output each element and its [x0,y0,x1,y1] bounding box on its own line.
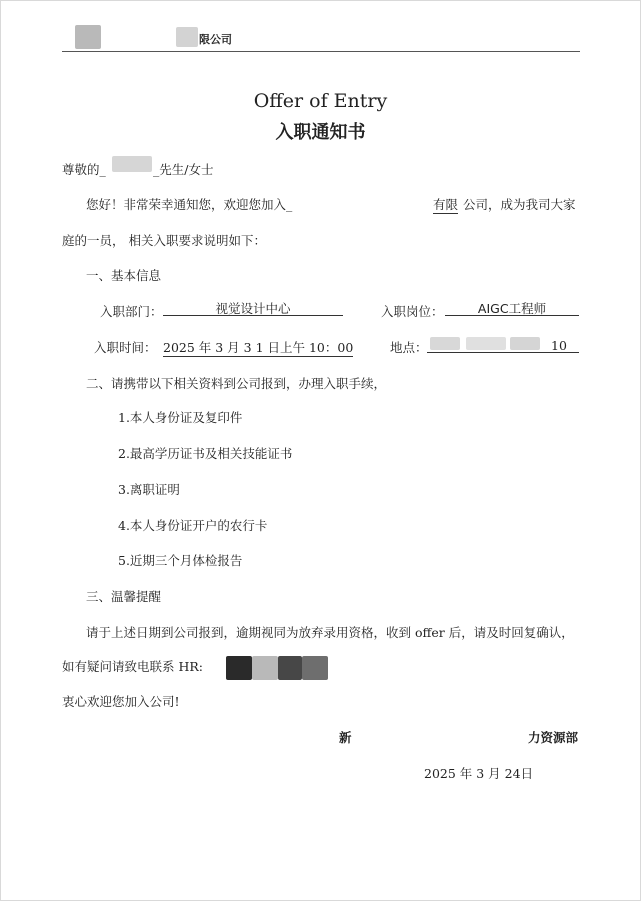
list-item: 3.离职证明 [118,482,180,497]
list-item: 1.本人身份证及复印件 [118,410,243,425]
reminder-line1: 请于上述日期到公司报到，逾期视同为放弃录用资格，收到 offer 后，请及时回复确认， [86,625,574,640]
signature-left: 新 [339,730,352,745]
intro-line1-a: 您好！非常荣幸通知您，欢迎您加入_ [86,197,293,212]
logo-blur [75,25,101,49]
position-value: AIGC工程师 [445,299,579,316]
signature-right: 力资源部 [528,730,579,745]
section2-heading: 二、请携带以下相关资料到公司报到，办理入职手续， [86,376,387,391]
list-item: 2.最高学历证书及相关技能证书 [118,446,293,461]
position-label: 入职岗位： [381,304,444,319]
company-name-blur [176,27,198,47]
location-blur-1 [430,337,460,350]
salutation-prefix: 尊敬的_ [62,162,106,177]
time-value: 2025 年 3 月 3 1 日上午 10：00 [163,340,354,355]
reminder-line2: 如有疑问请致电联系 HR: [62,659,203,674]
section3-heading: 三、温馨提醒 [86,589,162,604]
hr-phone-blur-3 [278,656,302,680]
hr-phone-blur-4 [302,656,328,680]
location-blur-2 [466,337,506,350]
salutation-suffix: _先生/女士 [153,162,214,177]
signature-date: 2025 年 3 月 24日 [424,766,534,781]
title-zh: 入职通知书 [275,122,366,143]
intro-line1-c: 公司，成为我司大家 [463,197,576,212]
welcome-line: 衷心欢迎您加入公司! [62,694,180,709]
title-en: Offer of Entry [253,90,388,112]
list-item: 4.本人身份证开户的农行卡 [118,518,268,533]
intro-line2: 庭的一员， 相关入职要求说明如下： [62,233,266,248]
list-item: 5.近期三个月体检报告 [118,553,243,568]
location-blur-3 [510,337,540,350]
intro-line1-b: 有限 [433,197,459,212]
location-label: 地点： [390,340,428,355]
hr-phone-blur-2 [252,656,278,680]
time-label: 入职时间： [94,340,157,355]
location-suffix: 10 [551,338,567,353]
dept-label: 入职部门： [100,304,163,319]
header-rule [62,51,580,52]
recipient-name-blur [112,156,152,172]
hr-phone-blur-1 [226,656,252,680]
section1-heading: 一、基本信息 [86,268,162,283]
header-company-suffix: 限公司 [199,33,232,46]
dept-value: 视觉设计中心 [163,299,343,316]
